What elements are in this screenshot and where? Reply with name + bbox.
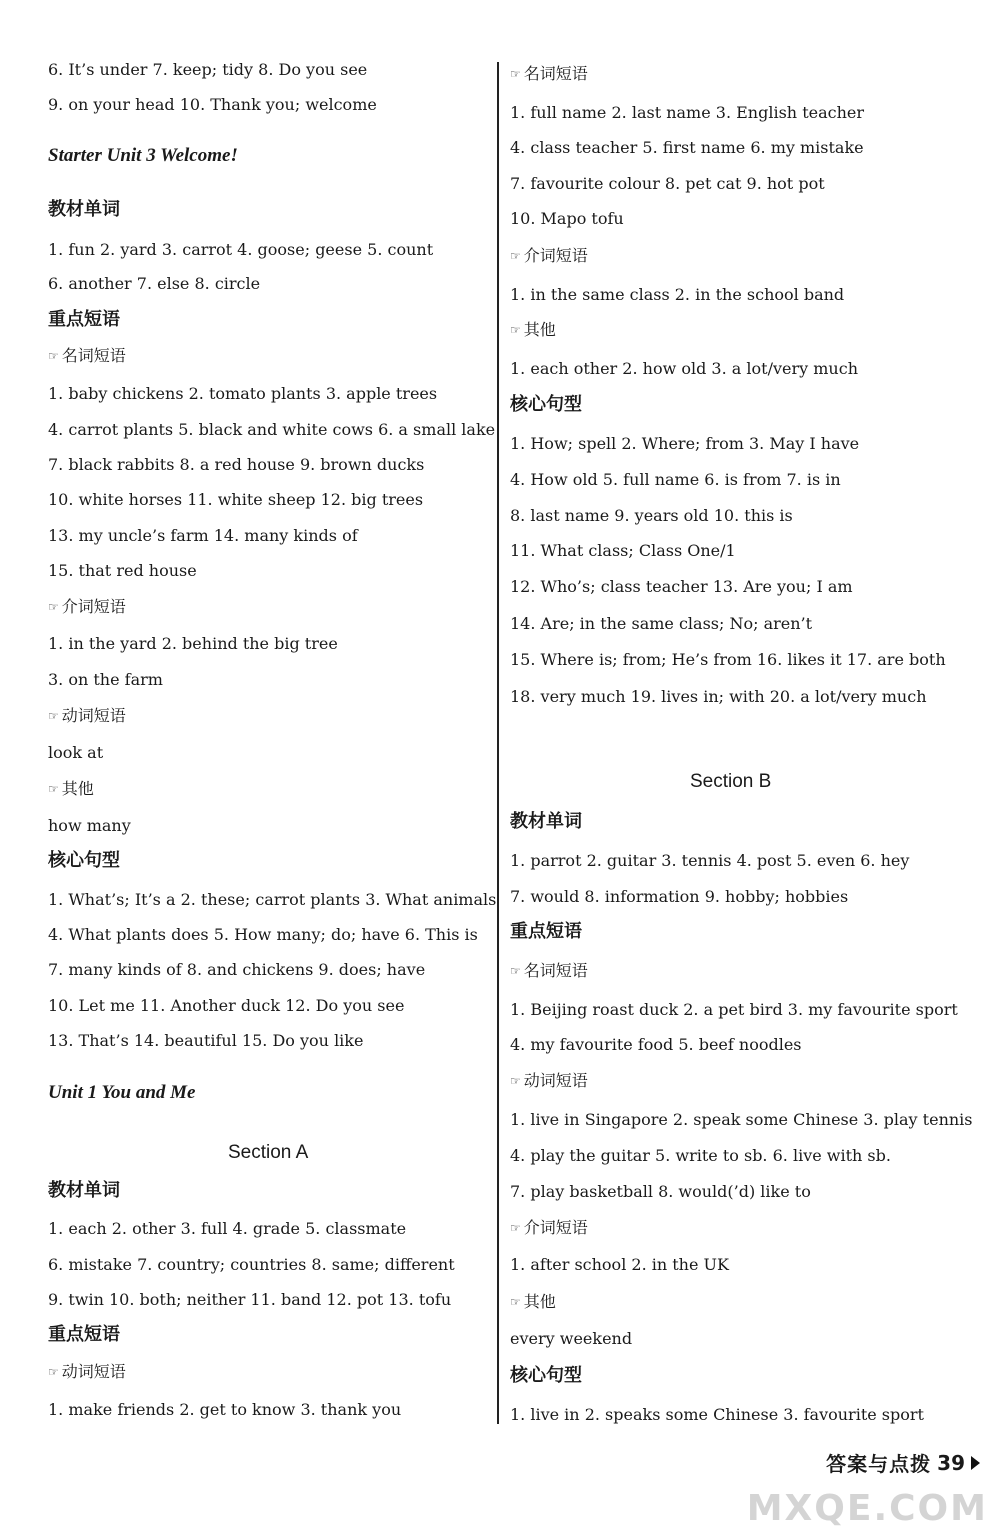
pointing-hand-icon: ☞ xyxy=(48,600,59,614)
answer-line: 4. What plants does 5. How many; do; have 6. This is xyxy=(48,925,478,944)
answer-line: 8. last name 9. years old 10. this is xyxy=(510,506,793,525)
answer-line: 1. make friends 2. get to know 3. thank you xyxy=(48,1400,402,1419)
subheading-prep-phrases xyxy=(510,246,588,266)
pointing-hand-icon: ☞ xyxy=(510,67,521,81)
answer-line: 4. my favourite food 5. beef noodles xyxy=(510,1035,802,1054)
subheading-label: 介词短语 xyxy=(523,1218,588,1237)
footer-label: 答案与点拨 xyxy=(826,1452,932,1476)
subheading-label: 动词短语 xyxy=(523,1071,588,1090)
section-title-a: Section A xyxy=(228,1142,309,1163)
pointing-hand-icon: ☞ xyxy=(48,1365,59,1379)
subheading-verb-phrases xyxy=(48,706,126,726)
subheading-label: 动词短语 xyxy=(61,706,126,725)
answer-line: 10. white horses 11. white sheep 12. big trees xyxy=(48,490,424,509)
subheading-noun-phrases xyxy=(510,64,588,84)
answer-line: 1. Beijing roast duck 2. a pet bird 3. my favourite sport xyxy=(510,1000,958,1019)
answer-line: 1. live in Singapore 2. speak some Chinese 3. play tennis xyxy=(510,1110,973,1129)
answer-line: 1. after school 2. in the UK xyxy=(510,1255,729,1274)
answer-line: 1. baby chickens 2. tomato plants 3. apple trees xyxy=(48,384,438,403)
watermark: MXQE.COM xyxy=(746,1488,988,1529)
answer-line: 6. another 7. else 8. circle xyxy=(48,274,261,293)
subheading-label: 名词短语 xyxy=(523,961,588,980)
subheading-label: 其他 xyxy=(523,1292,556,1311)
subheading-prep-phrases xyxy=(48,597,126,617)
subheading-other xyxy=(510,1292,556,1312)
answer-line: 1. How; spell 2. Where; from 3. May I have xyxy=(510,434,860,453)
page-footer xyxy=(826,1448,980,1477)
pointing-hand-icon: ☞ xyxy=(510,1295,521,1309)
answer-line: 7. play basketball 8. would(’d) like to xyxy=(510,1182,811,1201)
answer-line: how many xyxy=(48,816,131,835)
pointing-hand-icon: ☞ xyxy=(510,323,521,337)
answer-line: 1. each other 2. how old 3. a lot/very much xyxy=(510,359,858,378)
subheading-label: 其他 xyxy=(523,320,556,339)
answer-line: 7. black rabbits 8. a red house 9. brown ducks xyxy=(48,455,425,474)
answer-line: 18. very much 19. lives in; with 20. a lot/very much xyxy=(510,687,927,706)
heading-vocabulary: 教材单词 xyxy=(48,1180,120,1201)
pointing-hand-icon: ☞ xyxy=(510,1074,521,1088)
pointing-hand-icon: ☞ xyxy=(48,782,59,796)
subheading-label: 介词短语 xyxy=(523,246,588,265)
arrow-right-icon xyxy=(971,1456,980,1470)
heading-key-sentences: 核心句型 xyxy=(510,1365,582,1386)
subheading-label: 动词短语 xyxy=(61,1362,126,1381)
pointing-hand-icon: ☞ xyxy=(48,709,59,723)
answer-line: 1. full name 2. last name 3. English teacher xyxy=(510,103,865,122)
pointing-hand-icon: ☞ xyxy=(510,964,521,978)
answer-line: 1. each 2. other 3. full 4. grade 5. classmate xyxy=(48,1219,407,1238)
answer-line: look at xyxy=(48,743,104,762)
answer-line: 3. on the farm xyxy=(48,670,163,689)
subheading-label: 名词短语 xyxy=(523,64,588,83)
subheading-other xyxy=(48,779,94,799)
answer-line: 7. would 8. information 9. hobby; hobbies xyxy=(510,887,849,906)
answer-line: 6. mistake 7. country; countries 8. same; different xyxy=(48,1255,455,1274)
heading-key-sentences: 核心句型 xyxy=(48,850,120,871)
pointing-hand-icon: ☞ xyxy=(48,349,59,363)
answer-line: 14. Are; in the same class; No; aren’t xyxy=(510,614,813,633)
answer-line: 7. many kinds of 8. and chickens 9. does; have xyxy=(48,960,426,979)
column-divider xyxy=(497,62,499,1424)
heading-key-phrases: 重点短语 xyxy=(48,309,120,330)
answer-line: 1. What’s; It’s a 2. these; carrot plants 3. What animals xyxy=(48,890,497,909)
heading-vocabulary: 教材单词 xyxy=(48,199,120,220)
pointing-hand-icon: ☞ xyxy=(510,1221,521,1235)
answer-line: 13. my uncle’s farm 14. many kinds of xyxy=(48,526,358,545)
answer-line: 11. What class; Class One/1 xyxy=(510,541,736,560)
pointing-hand-icon: ☞ xyxy=(510,249,521,263)
page-number: 39 xyxy=(937,1450,965,1475)
answer-line: 6. It’s under 7. keep; tidy 8. Do you see xyxy=(48,60,368,79)
answer-line: 4. play the guitar 5. write to sb. 6. live with sb. xyxy=(510,1146,891,1165)
subheading-verb-phrases xyxy=(48,1362,126,1382)
answer-line: 4. class teacher 5. first name 6. my mistake xyxy=(510,138,864,157)
answer-line: 12. Who’s; class teacher 13. Are you; I am xyxy=(510,577,853,596)
heading-key-phrases: 重点短语 xyxy=(510,921,582,942)
answer-line: 4. How old 5. full name 6. is from 7. is in xyxy=(510,470,841,489)
answer-line: 1. parrot 2. guitar 3. tennis 4. post 5. even 6. hey xyxy=(510,851,910,870)
answer-line: 1. fun 2. yard 3. carrot 4. goose; geese 5. count xyxy=(48,240,434,259)
answer-line: 15. Where is; from; He’s from 16. likes it 17. are both xyxy=(510,650,946,669)
subheading-label: 介词短语 xyxy=(61,597,126,616)
answer-line: every weekend xyxy=(510,1329,633,1348)
heading-key-phrases: 重点短语 xyxy=(48,1324,120,1345)
answer-line: 4. carrot plants 5. black and white cows 6. a small lake xyxy=(48,420,496,439)
unit-title-starter-3: Starter Unit 3 Welcome! xyxy=(48,145,238,166)
unit-title-unit-1: Unit 1 You and Me xyxy=(48,1082,196,1103)
answer-line: 1. in the same class 2. in the school band xyxy=(510,285,845,304)
subheading-label: 其他 xyxy=(61,779,94,798)
subheading-verb-phrases xyxy=(510,1071,588,1091)
answer-line: 15. that red house xyxy=(48,561,197,580)
subheading-prep-phrases xyxy=(510,1218,588,1238)
heading-vocabulary: 教材单词 xyxy=(510,811,582,832)
subheading-label: 名词短语 xyxy=(61,346,126,365)
answer-line: 10. Mapo tofu xyxy=(510,209,624,228)
subheading-noun-phrases xyxy=(510,961,588,981)
answer-line: 9. on your head 10. Thank you; welcome xyxy=(48,95,377,114)
heading-key-sentences: 核心句型 xyxy=(510,394,582,415)
answer-line: 1. live in 2. speaks some Chinese 3. favourite sport xyxy=(510,1405,924,1424)
answer-line: 9. twin 10. both; neither 11. band 12. pot 13. tofu xyxy=(48,1290,452,1309)
section-title-b: Section B xyxy=(690,771,772,792)
answer-line: 13. That’s 14. beautiful 15. Do you like xyxy=(48,1031,364,1050)
subheading-other xyxy=(510,320,556,340)
answer-line: 1. in the yard 2. behind the big tree xyxy=(48,634,338,653)
answer-line: 7. favourite colour 8. pet cat 9. hot pot xyxy=(510,174,825,193)
answer-line: 10. Let me 11. Another duck 12. Do you see xyxy=(48,996,405,1015)
subheading-noun-phrases xyxy=(48,346,126,366)
